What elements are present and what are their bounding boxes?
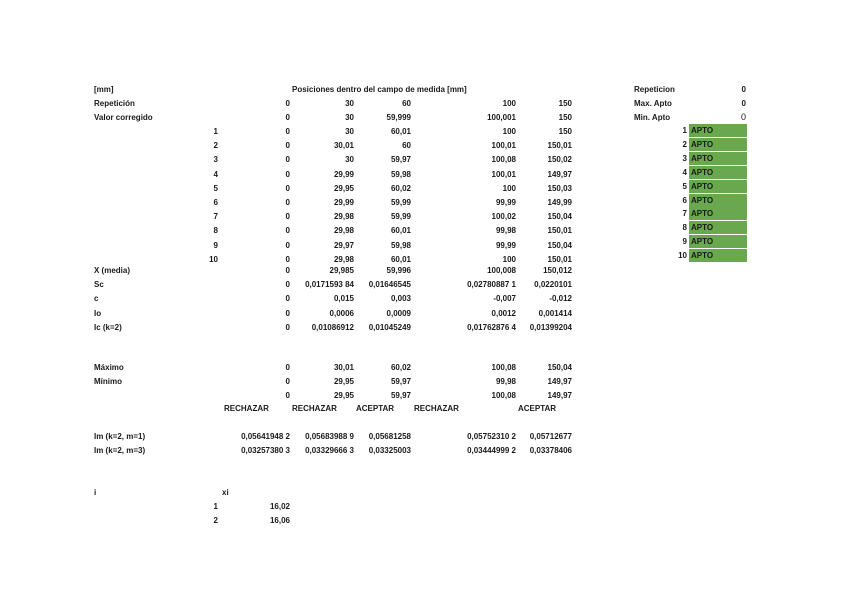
extreme-row-1-col2: 30,01: [333, 363, 354, 372]
stat-row-1-col3: 59,996: [386, 266, 411, 275]
measurement-2-col1: 0: [285, 141, 290, 151]
extreme-row-1-col1: 0: [285, 363, 290, 372]
decision-1: RECHAZAR: [224, 404, 269, 413]
measurement-4-col5: 149,97: [547, 169, 572, 179]
apto-status-label: APTO: [691, 126, 714, 135]
im-cell: 0,05752310 2: [467, 432, 516, 441]
im-cell: 0,05712677: [529, 432, 572, 441]
apto-status-label: APTO: [691, 209, 714, 219]
measurement-index: 10: [209, 254, 218, 264]
decision-5: ACEPTAR: [518, 404, 557, 413]
xi-value: 16,02: [269, 502, 290, 511]
measurement-5-col4: 100: [502, 183, 516, 193]
apto-status-cell: [689, 194, 747, 207]
xi-value: 16,06: [269, 516, 290, 525]
apto-index: 4: [682, 167, 687, 177]
measurement-6-col5: 149,99: [547, 198, 572, 207]
measurement-4-col3: 59,98: [390, 169, 411, 179]
im-cell: 0,03444999 2: [467, 446, 516, 455]
side-repeticion-value: 0: [741, 85, 746, 94]
measurement-4-col4: 100,01: [491, 169, 516, 179]
apto-status-cell: [689, 152, 747, 165]
apto-index: 1: [682, 126, 687, 135]
measurement-1-col4: 100: [502, 127, 516, 136]
measurement-2-col3: 60: [402, 141, 411, 151]
apto-status-cell: [689, 207, 747, 220]
apto-status-cell: [689, 249, 747, 262]
im-cell: 0,03325003: [368, 446, 411, 455]
measurement-index: 6: [213, 198, 218, 207]
measurement-6-col3: 59,99: [390, 198, 411, 207]
apto-index: 6: [682, 195, 687, 205]
xi-index: 1: [213, 502, 218, 511]
im-cell: 0,03257380 3: [241, 446, 290, 455]
measurement-4-col1: 0: [285, 169, 290, 179]
stat-row-3-col4: -0,007: [493, 294, 516, 304]
measurement-8-col2: 29,98: [333, 226, 354, 236]
apto-status-label: APTO: [691, 223, 714, 233]
stat-row-1-col4: 100,008: [487, 266, 516, 275]
stat-row-4-col3: 0,0009: [386, 308, 411, 318]
i-label: i: [94, 488, 97, 497]
stat-row-5-col4: 0,01762876 4: [467, 322, 516, 332]
measurement-5-col3: 60,02: [390, 183, 411, 193]
valor-corregido-label: Valor corregido: [94, 113, 153, 122]
measurement-index: 9: [213, 240, 218, 250]
side-min-label: Min. Apto: [634, 113, 671, 122]
apto-index: 9: [682, 237, 687, 247]
stat-row-2-col3: 0,01646545: [368, 280, 411, 290]
im-cell: 0,03329666 3: [305, 446, 354, 455]
side-repeticion-label: Repeticion: [634, 85, 675, 94]
extreme-row-3-col2: 29,95: [333, 391, 354, 400]
apto-index: 8: [682, 223, 687, 233]
apto-index: 3: [682, 153, 687, 163]
extreme-row-2-col4: 99,98: [495, 377, 516, 386]
extreme-row-1-col4: 100,08: [491, 363, 516, 372]
decision-3: ACEPTAR: [356, 404, 395, 413]
measurement-3-col3: 59,97: [390, 155, 411, 165]
measurement-10-col5: 150,01: [547, 254, 572, 264]
measurement-10-col1: 0: [285, 254, 290, 264]
extreme-row-3-col4: 100,08: [491, 391, 516, 400]
measurement-3-col5: 150,02: [547, 155, 572, 165]
apto-status-label: APTO: [691, 167, 714, 177]
apto-status-label: APTO: [691, 195, 714, 205]
apto-index: 2: [682, 139, 687, 149]
stat-label: Io: [94, 308, 102, 318]
section-title: Posiciones dentro del campo de medida [mm]: [292, 85, 467, 94]
unit-label: [mm]: [94, 85, 114, 94]
apto-status-cell: [689, 124, 747, 137]
extreme-row-2-col1: 0: [285, 377, 290, 386]
measurement-8-col4: 99,98: [495, 226, 516, 236]
measurement-7-col4: 100,02: [491, 212, 516, 222]
stat-label: c: [94, 294, 99, 304]
measurement-9-col5: 150,04: [547, 240, 572, 250]
stat-row-5-col3: 0,01045249: [368, 322, 411, 332]
measurement-1-col3: 60,01: [390, 127, 411, 136]
measurement-index: 3: [213, 155, 218, 165]
measurement-8-col1: 0: [285, 226, 290, 236]
measurement-6-col4: 99,99: [495, 198, 516, 207]
apto-status-label: APTO: [691, 251, 714, 261]
measurement-9-col4: 99,99: [495, 240, 516, 250]
extreme-row-2-col5: 149,97: [547, 377, 572, 386]
stat-label: Sc: [94, 280, 104, 290]
apto-status-cell: [689, 235, 747, 248]
measurement-1-col2: 30: [345, 127, 354, 136]
apto-status-cell: [689, 138, 747, 151]
stat-row-2-col4: 0,02780887 1: [467, 280, 516, 290]
apto-status-cell: [689, 166, 747, 179]
measurement-1-col5: 150: [558, 127, 572, 136]
repeticion-cell-col2: 30: [345, 99, 354, 108]
repeticion-cell-col5: 150: [558, 99, 572, 108]
apto-status-cell: [689, 180, 747, 193]
stat-row-2-col2: 0,0171593 84: [305, 280, 354, 290]
im-cell: 0,03378406: [529, 446, 572, 455]
measurement-7-col2: 29,98: [333, 212, 354, 222]
stat-label: Ic (k=2): [94, 322, 122, 332]
repeticion-cell-col4: 100: [502, 99, 516, 108]
side-min-value: 0: [740, 112, 746, 122]
measurement-index: 1: [213, 127, 218, 136]
measurement-8-col3: 60,01: [390, 226, 411, 236]
measurement-2-col2: 30,01: [333, 141, 354, 151]
stat-row-4-col2: 0,0006: [329, 308, 354, 318]
apto-index: 10: [678, 251, 687, 261]
repeticion-label: Repetición: [94, 99, 135, 108]
measurement-7-col5: 150,04: [547, 212, 572, 222]
stat-row-3-col3: 0,003: [390, 294, 411, 304]
measurement-6-col2: 29,99: [333, 198, 354, 207]
measurement-9-col3: 59,98: [390, 240, 411, 250]
measurement-index: 5: [213, 183, 218, 193]
measurement-index: 2: [213, 141, 218, 151]
extreme-label: Máximo: [94, 363, 124, 372]
repeticion-cell-col1: 0: [285, 99, 290, 108]
measurement-index: 8: [213, 226, 218, 236]
measurement-2-col5: 150,01: [547, 141, 572, 151]
im-label: Im (k=2, m=3): [94, 446, 146, 455]
measurement-8-col5: 150,01: [547, 226, 572, 236]
im-cell: 0,05641948 2: [241, 432, 290, 441]
apto-status-cell: [689, 221, 747, 234]
im-label: Im (k=2, m=1): [94, 432, 146, 441]
measurement-9-col1: 0: [285, 240, 290, 250]
stat-row-4-col5: 0,001414: [538, 308, 572, 318]
side-max-label: Max. Apto: [634, 99, 672, 108]
stat-row-1-col1: 0: [285, 266, 290, 275]
measurement-3-col1: 0: [285, 155, 290, 165]
stat-row-1-col2: 29,985: [329, 266, 354, 275]
measurement-5-col1: 0: [285, 183, 290, 193]
stat-row-1-col5: 150,012: [543, 266, 572, 275]
valor-corregido-cell-col3: 59,999: [386, 113, 411, 122]
measurement-7-col1: 0: [285, 212, 290, 222]
stat-label: X (media): [94, 266, 131, 275]
im-cell: 0,05681258: [368, 432, 411, 441]
extreme-row-3-col5: 149,97: [547, 391, 572, 400]
valor-corregido-cell-col1: 0: [285, 113, 290, 122]
stat-row-5-col2: 0,01086912: [311, 322, 354, 332]
stat-row-4-col4: 0,0012: [491, 308, 516, 318]
measurement-5-col5: 150,03: [547, 183, 572, 193]
decision-4: RECHAZAR: [414, 404, 459, 413]
apto-status-label: APTO: [691, 181, 714, 191]
stat-row-3-col2: 0,015: [333, 294, 354, 304]
measurement-4-col2: 29,99: [333, 169, 354, 179]
side-max-value: 0: [741, 99, 746, 108]
xi-index: 2: [213, 516, 218, 525]
extreme-row-3-col3: 59,97: [390, 391, 411, 400]
stat-row-3-col1: 0: [285, 294, 290, 304]
measurement-10-col4: 100: [502, 254, 516, 264]
extreme-label: Mínimo: [94, 377, 122, 386]
measurement-3-col4: 100,08: [491, 155, 516, 165]
measurement-10-col3: 60,01: [390, 254, 411, 264]
stat-row-5-col5: 0,01399204: [529, 322, 572, 332]
apto-status-label: APTO: [691, 237, 714, 247]
apto-index: 5: [682, 181, 687, 191]
extreme-row-2-col2: 29,95: [333, 377, 354, 386]
measurement-index: 4: [213, 169, 218, 179]
repeticion-cell-col3: 60: [402, 99, 411, 108]
valor-corregido-cell-col5: 150: [558, 113, 572, 122]
extreme-row-2-col3: 59,97: [390, 377, 411, 386]
measurement-3-col2: 30: [345, 155, 354, 165]
apto-index: 7: [682, 209, 687, 219]
xi-label: xi: [222, 488, 229, 497]
measurement-2-col4: 100,01: [491, 141, 516, 151]
stat-row-5-col1: 0: [285, 322, 290, 332]
measurement-9-col2: 29,97: [333, 240, 354, 250]
valor-corregido-cell-col4: 100,001: [487, 113, 516, 122]
apto-status-label: APTO: [691, 153, 714, 163]
valor-corregido-cell-col2: 30: [345, 113, 354, 122]
measurement-10-col2: 29,98: [333, 254, 354, 264]
extreme-row-1-col5: 150,04: [547, 363, 572, 372]
stat-row-2-col5: 0,0220101: [534, 280, 572, 290]
measurement-index: 7: [213, 212, 218, 222]
decision-2: RECHAZAR: [292, 404, 337, 413]
measurement-1-col1: 0: [285, 127, 290, 136]
measurement-6-col1: 0: [285, 198, 290, 207]
stat-row-2-col1: 0: [285, 280, 290, 290]
stat-row-4-col1: 0: [285, 308, 290, 318]
measurement-7-col3: 59,99: [390, 212, 411, 222]
stat-row-3-col5: -0,012: [549, 294, 572, 304]
im-cell: 0,05683988 9: [305, 432, 354, 441]
extreme-row-1-col3: 60,02: [390, 363, 411, 372]
measurement-5-col2: 29,95: [333, 183, 354, 193]
extreme-row-3-col1: 0: [285, 391, 290, 400]
apto-status-label: APTO: [691, 139, 714, 149]
